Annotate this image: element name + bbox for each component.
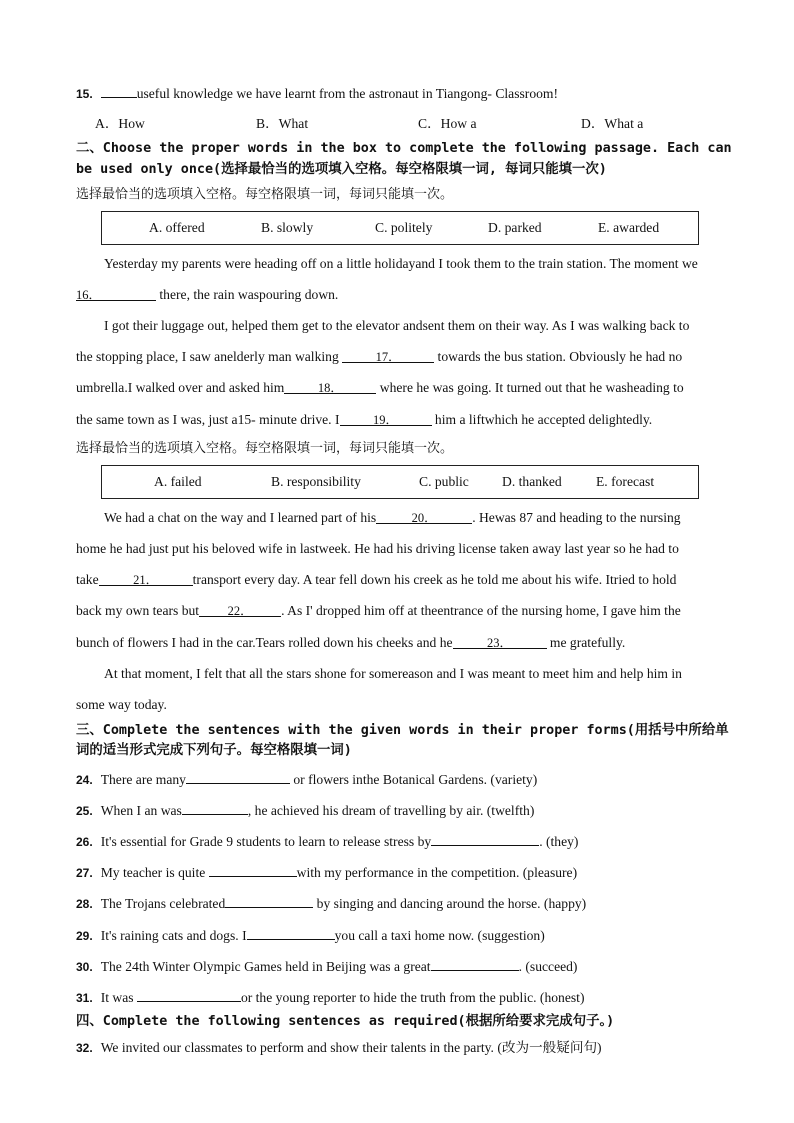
- question-number: 24.: [76, 773, 93, 787]
- passage-text: . Hewas 87 and heading to the nursing: [472, 510, 681, 525]
- passage-text: back my own tears but: [76, 603, 200, 618]
- section-2-instruction: 选择最恰当的选项填入空格。每空格限填一词，每词只能填一次。: [76, 187, 454, 202]
- word-box-item: B. responsibility: [271, 474, 361, 489]
- question-31: [76, 987, 754, 1007]
- option-c[interactable]: C．How a: [418, 116, 477, 131]
- passage-line: [76, 286, 754, 304]
- question-number: 28.: [76, 897, 93, 911]
- answer-blank[interactable]: [431, 956, 519, 971]
- passage-line: [76, 634, 754, 652]
- word-box-item: C. politely: [375, 220, 433, 235]
- section-2-instruction-2: 选择最恰当的选项填入空格。每空格限填一词，每词只能填一次。: [76, 441, 454, 456]
- question-text: by singing and dancing around the horse. (happy): [313, 896, 587, 911]
- section-2-heading-line-1: 二、Choose the proper words in the box to complete the following passage. Each can: [76, 141, 732, 156]
- word-box-item: B. slowly: [261, 220, 314, 235]
- question-text: The Trojans celebrated: [100, 896, 226, 911]
- question-text: with my performance in the competition. (pleasure): [296, 865, 578, 880]
- question-number: 32.: [76, 1041, 93, 1055]
- word-box-item: A. failed: [154, 474, 202, 489]
- question-27: [76, 862, 754, 882]
- passage-line: I got their luggage out, helped them get to the elevator andsent them on their way. As I was walking back to: [104, 318, 690, 333]
- passage-line: [76, 411, 754, 429]
- section-3-heading-line-2: 词的适当形式完成下列句子。每空格限填一词): [76, 743, 352, 758]
- answer-blank[interactable]: [209, 862, 297, 877]
- question-28: [76, 893, 754, 913]
- word-box-item: E. awarded: [598, 220, 660, 235]
- passage-line: [76, 348, 754, 366]
- section-4-heading: 四、Complete the following sentences as required(根据所给要求完成句子。): [76, 1014, 615, 1029]
- section-3-heading-line-1: 三、Complete the sentences with the given words in their proper forms(用括号中所给单: [76, 723, 729, 738]
- passage-text: the stopping place, I saw anelderly man walking: [76, 349, 343, 364]
- question-30: [76, 956, 754, 976]
- question-text: It's raining cats and dogs. I: [100, 928, 247, 943]
- blank-22[interactable]: 22．: [199, 602, 281, 617]
- option-a[interactable]: A．How: [95, 116, 145, 131]
- question-29: [76, 925, 754, 945]
- passage-line: [76, 379, 754, 397]
- blank-16[interactable]: 16．: [76, 286, 156, 301]
- passage-line: home he had just put his beloved wife in lastweek. He had his driving license taken away last year so he had to: [76, 541, 679, 556]
- question-26: [76, 831, 754, 851]
- question-text: or the young reporter to hide the truth from the public. (honest): [240, 990, 585, 1005]
- question-text: When I an was: [100, 803, 182, 818]
- passage-text: take: [76, 572, 99, 587]
- passage-text: . As I' dropped him off at theentrance of the nursing home, I gave him the: [281, 603, 681, 618]
- answer-blank[interactable]: [182, 800, 248, 815]
- blank-20[interactable]: 20．: [376, 509, 472, 524]
- question-text: It was: [100, 990, 137, 1005]
- answer-blank[interactable]: [225, 893, 313, 908]
- question-24: [76, 769, 754, 789]
- question-number: 15.: [76, 87, 93, 101]
- q15-options: [76, 115, 754, 133]
- question-number: 26.: [76, 835, 93, 849]
- blank-23[interactable]: 23．: [453, 634, 547, 649]
- passage-text: him a liftwhich he accepted delightedly.: [431, 412, 653, 427]
- question-text: , he achieved his dream of travelling by air. (twelfth): [247, 803, 535, 818]
- question-text: There are many: [100, 772, 186, 787]
- question-text: . (they): [539, 834, 579, 849]
- word-box-item: E. forecast: [596, 474, 655, 489]
- answer-blank[interactable]: [137, 987, 241, 1002]
- answer-blank[interactable]: [431, 831, 539, 846]
- question-number: 25.: [76, 804, 93, 818]
- word-box-item: C. public: [419, 474, 469, 489]
- passage-text: We had a chat on the way and I learned part of his: [104, 510, 377, 525]
- question-text: or flowers inthe Botanical Gardens. (variety): [289, 772, 538, 787]
- question-text: you call a taxi home now. (suggestion): [334, 928, 545, 943]
- passage-text: towards the bus station. Obviously he had no: [434, 349, 683, 364]
- answer-blank[interactable]: [247, 925, 335, 940]
- passage-text: transport every day. A tear fell down his creek as he told me about his wife. Itried to hold: [192, 572, 677, 587]
- question-number: 29.: [76, 929, 93, 943]
- section-2-heading-line-2: be used only once(选择最恰当的选项填入空格。每空格限填一词, 每词只能填一次): [76, 162, 607, 177]
- passage-text: where he was going. It turned out that he washeading to: [376, 380, 684, 395]
- question-15: [76, 83, 754, 103]
- passage-text: there, the rain waspouring down.: [156, 287, 339, 302]
- passage-text: umbrella.I walked over and asked him: [76, 380, 285, 395]
- option-b[interactable]: B．What: [256, 116, 309, 131]
- question-text: useful knowledge we have learnt from the astronaut in Tiangong- Classroom!: [136, 86, 559, 101]
- question-text: It's essential for Grade 9 students to learn to release stress by: [100, 834, 432, 849]
- passage-text: the same town as I was, just a15- minute drive. I: [76, 412, 340, 427]
- answer-blank[interactable]: [101, 83, 137, 98]
- word-box-item: A. offered: [149, 220, 205, 235]
- question-text: The 24th Winter Olympic Games held in Beijing was a great: [100, 959, 431, 974]
- question-text: My teacher is quite: [100, 865, 209, 880]
- question-32: [76, 1039, 754, 1057]
- passage-text: bunch of flowers I had in the car.Tears rolled down his cheeks and he: [76, 635, 453, 650]
- word-box-1: [101, 211, 699, 245]
- passage-line: Yesterday my parents were heading off on a little holidayand I took them to the train station. The moment we: [104, 256, 698, 271]
- question-text: . (succeed): [518, 959, 578, 974]
- passage-line: [76, 571, 754, 589]
- option-d[interactable]: D．What a: [581, 116, 644, 131]
- passage-line: [76, 602, 754, 620]
- blank-19[interactable]: 19．: [340, 411, 432, 426]
- blank-21[interactable]: 21．: [99, 571, 193, 586]
- answer-blank[interactable]: [186, 769, 290, 784]
- passage-line: At that moment, I felt that all the stars shone for somereason and I was meant to meet him and help him in: [104, 666, 682, 681]
- blank-18[interactable]: 18．: [284, 379, 376, 394]
- question-25: [76, 800, 754, 820]
- passage-line: some way today.: [76, 697, 167, 712]
- passage-line: [76, 509, 754, 527]
- word-box-2: [101, 465, 699, 499]
- word-box-item: D. thanked: [502, 474, 562, 489]
- passage-text: me gratefully.: [546, 635, 626, 650]
- question-number: 27.: [76, 866, 93, 880]
- blank-17[interactable]: 17．: [342, 348, 434, 363]
- question-number: 31.: [76, 991, 93, 1005]
- word-box-item: D. parked: [488, 220, 542, 235]
- question-text: We invited our classmates to perform and show their talents in the party. (改为一般疑问句): [100, 1040, 602, 1055]
- question-number: 30.: [76, 960, 93, 974]
